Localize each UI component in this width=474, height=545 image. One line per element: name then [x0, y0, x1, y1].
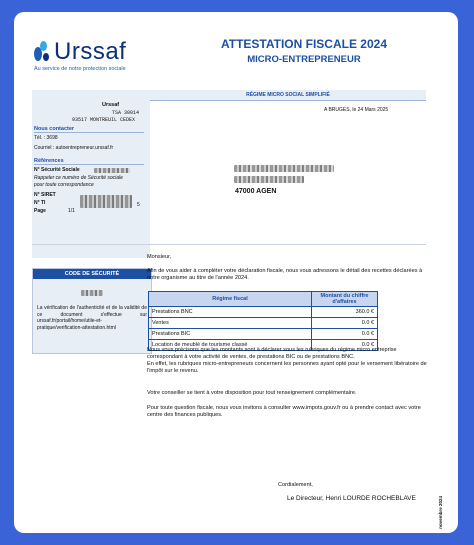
table-cell: Location de meublé de tourisme classé: [149, 340, 312, 351]
letter-para2: En effet, les rubriques micro-entrepreneurs concernent les personnes ayant opté pour le versement libératoire de l'impôt sur le revenu.: [147, 361, 427, 374]
document-page: [14, 12, 458, 533]
sender-line2: 93517 MONTREUIL CEDEX: [72, 117, 136, 123]
urssaf-logo-icon: [34, 41, 50, 63]
security-text: La vérification de l'authenticité et de la validité de ce document s'effectue sur urssaf.fr/portail/home/utile-et-pratique/verification-attestation.html: [37, 305, 147, 331]
sender-org: Urssaf: [102, 102, 120, 108]
letter-greeting: Monsieur,: [147, 254, 172, 260]
table-row: [149, 307, 378, 318]
table-cell: 0.0 €: [312, 318, 378, 329]
table-header-row: [149, 292, 378, 307]
date-line: A BRUGES, le 24 Mars 2025: [324, 107, 389, 113]
references-heading: Références: [34, 158, 144, 165]
table-cell: Prestations BNC: [149, 307, 312, 318]
recipient-city: 47000 AGEN: [235, 188, 277, 195]
table-row: [149, 329, 378, 340]
contact-heading: Nous contacter: [34, 126, 144, 133]
letter-intro: Afin de vous aider à compléter votre déclaration fiscale, nous vous adressons le détail des recettes déclarées à notre organisme au titre de l'année 2024.: [147, 268, 423, 281]
document-subtitle: MICRO-ENTREPRENEUR: [247, 54, 361, 65]
contact-tel: Tél. : 3698: [34, 135, 58, 141]
table-cell: Prestations BIC: [149, 329, 312, 340]
security-heading: CODE DE SÉCURITÉ: [33, 269, 151, 279]
table-cell: Ventes: [149, 318, 312, 329]
side-date-text: novembre 2024: [438, 496, 443, 529]
document-title: ATTESTATION FISCALE 2024: [220, 37, 388, 51]
security-code-box: [32, 268, 152, 354]
letter-para3: Votre conseiller se tient à votre disposition pour tout renseignement complémentaire.: [147, 390, 357, 396]
table-header: Montant du chiffre d'affaires: [312, 292, 378, 307]
ti-suffix: 5: [137, 202, 140, 208]
letter-closing: Cordialement,: [278, 482, 313, 488]
sender-line1: TSA 30014: [112, 110, 140, 116]
secu-value-redacted: [94, 168, 130, 173]
siret-label: N° SIRET: [34, 192, 56, 198]
letter-para4: Pour toute question fiscale, nous vous invitons à consulter www.impots.gouv.fr ou à prendre contact avec votre centre des finances publiques.: [147, 405, 421, 418]
table-row: [149, 318, 378, 329]
urssaf-logo: [34, 40, 126, 72]
table-header: Régime fiscal: [149, 292, 312, 307]
ti-label: N° TI: [34, 200, 46, 206]
brand-tagline: Au service de notre protection sociale: [34, 66, 126, 72]
secu-note: Rappeler ce numéro de Sécurité sociale pour toute correspondance: [34, 175, 123, 188]
revenue-table: [148, 291, 378, 351]
contact-email: Courriel : autoentrepreneur.urssaf.fr: [34, 145, 114, 151]
security-code-redacted: [33, 283, 151, 301]
recipient-address-redacted: [234, 165, 334, 183]
section-divider: [32, 244, 426, 245]
siret-ti-redacted: [80, 195, 132, 208]
secu-label: N° Sécurité Sociale: [34, 167, 80, 173]
page-value: 1/1: [68, 208, 75, 214]
brand-name: Urssaf: [54, 38, 127, 65]
letter-signature: Le Directeur, Henri LOURDE ROCHEBLAVE: [287, 495, 416, 502]
table-cell: 0.0 €: [312, 340, 378, 351]
table-cell: 360.0 €: [312, 307, 378, 318]
page-label: Page: [34, 208, 46, 214]
table-cell: 0.0 €: [312, 329, 378, 340]
letter-para1: Nous vous précisons que les montants sont à déclarer sous les rubriques du régime micro entreprise correspondant à votre activité de ventes, de prestations BIC ou de prestations BNC.: [147, 347, 397, 360]
regime-banner: RÉGIME MICRO SOCIAL SIMPLIFIÉ: [150, 90, 426, 101]
